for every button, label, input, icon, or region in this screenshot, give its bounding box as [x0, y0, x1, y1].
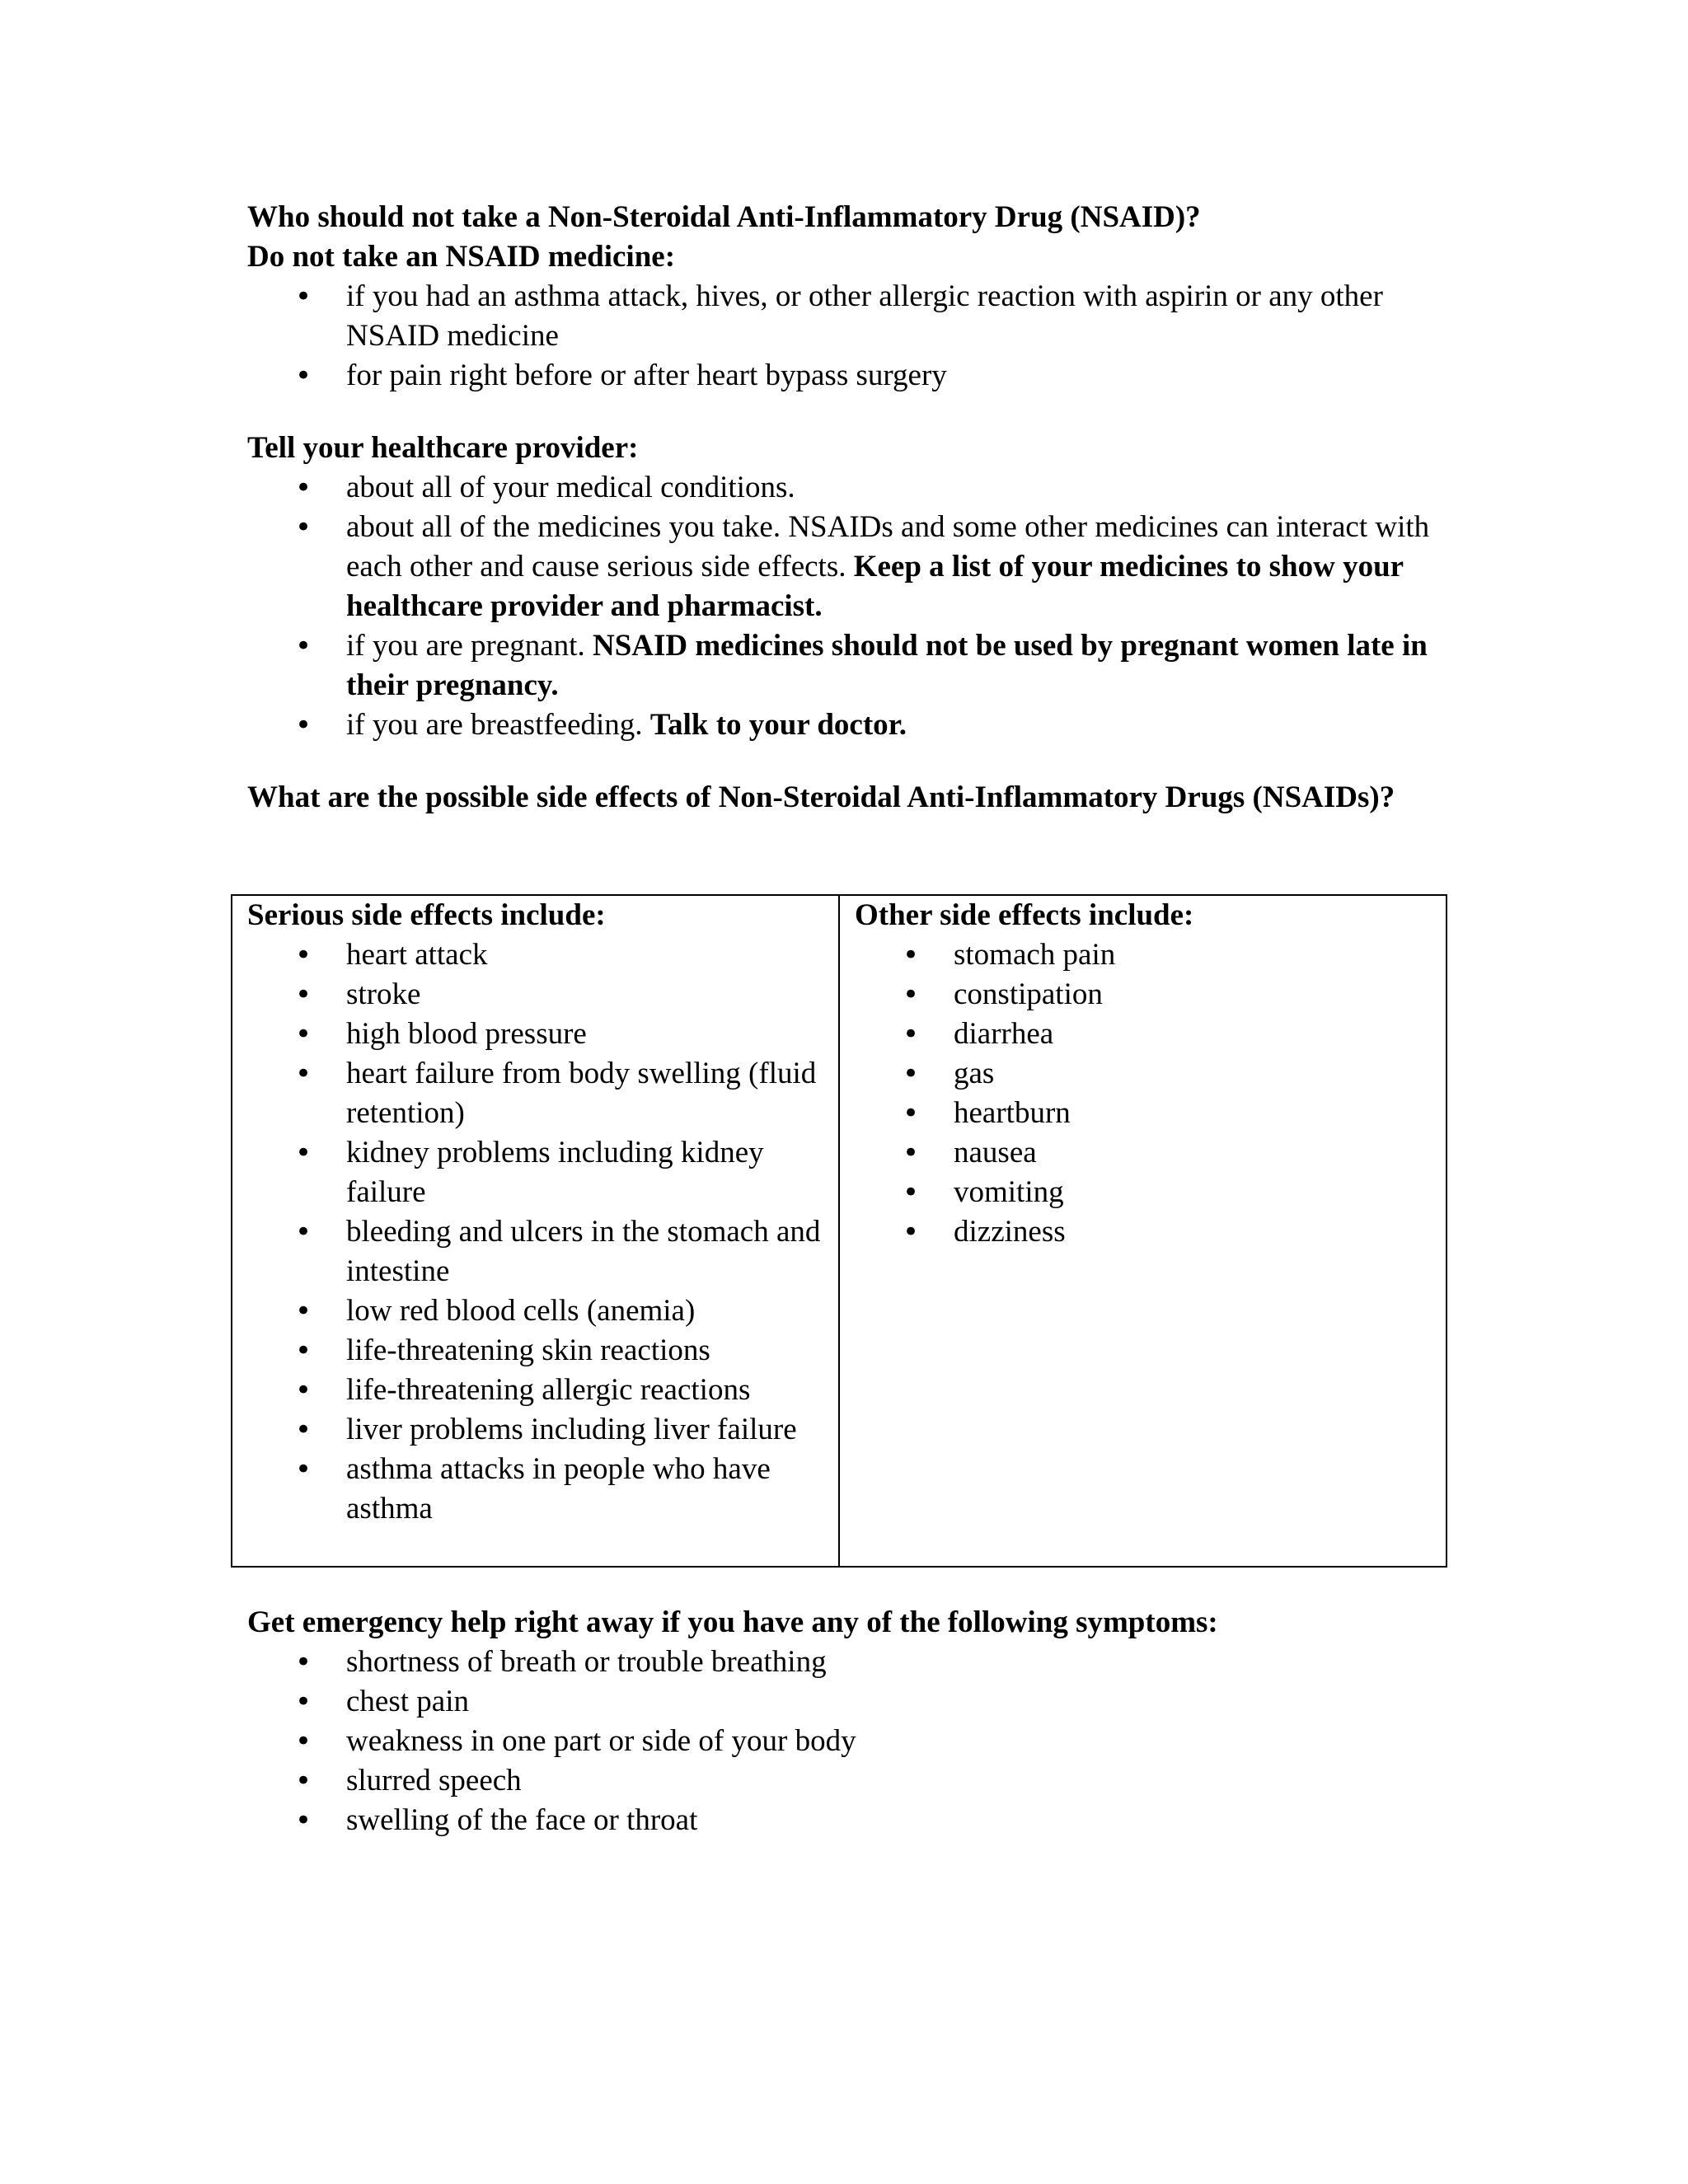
list-item: • nausea — [855, 1133, 1446, 1173]
list-item: • heart attack — [247, 935, 838, 975]
section-emergency-help — [247, 1603, 1451, 1840]
section-heading: What are the possible side effects of Non-Steroidal Anti-Inflammatory Drugs (NSAIDs)? — [247, 780, 1395, 814]
list-item: • low red blood cells (anemia) — [247, 1291, 838, 1331]
bullet-list — [247, 935, 838, 1529]
list-item: • if you had an asthma attack, hives, or other allergic reaction with aspirin or any other NSAID medicine — [247, 277, 1451, 356]
list-item: • life-threatening allergic reactions — [247, 1371, 838, 1410]
list-item: • liver problems including liver failure — [247, 1410, 838, 1450]
list-item: • heartburn — [855, 1094, 1446, 1133]
section-tell-provider — [247, 429, 1451, 745]
section-heading: Get emergency help right away if you have any of the following symptoms: — [247, 1605, 1218, 1639]
list-item: • constipation — [855, 975, 1446, 1015]
section-who-should-not-take — [247, 198, 1451, 396]
list-item-bold-text: NSAID medicines should not be used by pregnant women late in their pregnancy. — [346, 629, 1428, 702]
list-item-bold-text: Keep a list of your medicines to show your healthcare provider and pharmacist. — [346, 550, 1404, 623]
list-item: • stomach pain — [855, 935, 1446, 975]
bullet-list — [855, 935, 1446, 1252]
section-subheading: Do not take an NSAID medicine: — [247, 240, 676, 274]
other-side-effects-cell — [839, 895, 1447, 1567]
table-row — [232, 895, 1447, 1567]
cell-heading: Other side effects include: — [855, 898, 1194, 932]
list-item: • kidney problems including kidney failure — [247, 1133, 838, 1212]
list-item: • for pain right before or after heart bypass surgery — [247, 356, 1451, 396]
section-heading: Who should not take a Non-Steroidal Anti-Inflammatory Drug (NSAID)? — [247, 200, 1201, 234]
list-item: • stroke — [247, 975, 838, 1015]
list-item: • weakness in one part or side of your body — [247, 1722, 1451, 1761]
list-item: • dizziness — [855, 1212, 1446, 1252]
list-item — [247, 626, 1451, 705]
section-heading: Tell your healthcare provider: — [247, 431, 639, 465]
cell-heading: Serious side effects include: — [247, 898, 606, 932]
list-item-text: if you are pregnant. — [346, 629, 593, 663]
list-item: • heart failure from body swelling (fluid retention) — [247, 1054, 838, 1133]
list-item: • chest pain — [247, 1682, 1451, 1722]
side-effects-table — [231, 894, 1447, 1568]
serious-side-effects-cell — [232, 895, 839, 1567]
list-item — [247, 705, 1451, 745]
list-item: • shortness of breath or trouble breathing — [247, 1643, 1451, 1682]
list-item: • bleeding and ulcers in the stomach and intestine — [247, 1212, 838, 1291]
list-item: • slurred speech — [247, 1761, 1451, 1801]
bullet-list — [247, 1643, 1451, 1840]
list-item: • swelling of the face or throat — [247, 1801, 1451, 1840]
list-item-text: about all of your medical conditions. — [346, 471, 795, 504]
list-item: • high blood pressure — [247, 1015, 838, 1054]
list-item: • asthma attacks in people who have asthma — [247, 1450, 838, 1529]
list-item — [247, 508, 1451, 626]
list-item-text: if you are breastfeeding. — [346, 708, 650, 742]
list-item-bold-text: Talk to your doctor. — [649, 708, 907, 742]
list-item: • life-threatening skin reactions — [247, 1331, 838, 1371]
section-side-effects — [247, 778, 1451, 818]
list-item: • diarrhea — [855, 1015, 1446, 1054]
list-item: • gas — [855, 1054, 1446, 1094]
list-item: • vomiting — [855, 1173, 1446, 1212]
list-item-text: about all of the medicines you take. NSAIDs and some other medicines can interact with each other and cause serious side effects. — [346, 510, 1430, 583]
list-item — [247, 468, 1451, 508]
bullet-list — [247, 277, 1451, 396]
bullet-list — [247, 468, 1451, 745]
